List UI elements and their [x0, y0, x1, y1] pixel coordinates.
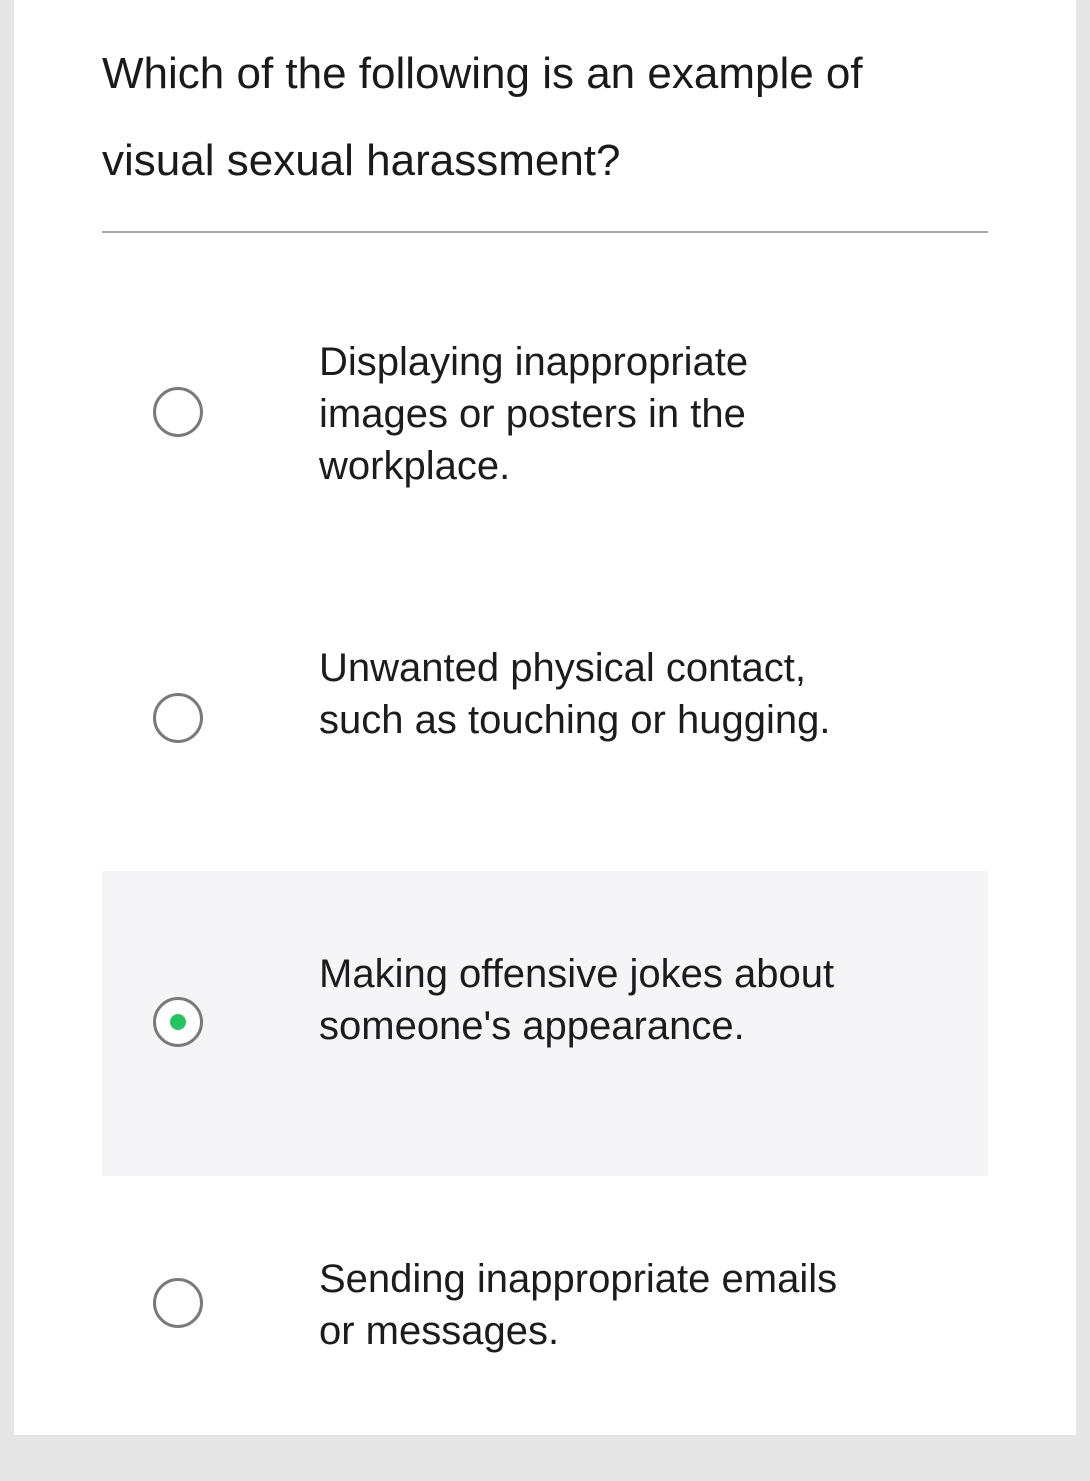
question-text: Which of the following is an example of visual sexual harassment? — [102, 49, 863, 185]
answer-option-4[interactable] — [102, 1176, 988, 1481]
divider — [102, 231, 988, 233]
answer-option-2[interactable] — [102, 567, 988, 872]
answer-option-3[interactable] — [102, 871, 988, 1176]
answer-option-3-label: Making offensive jokes about someone's appearance. — [319, 952, 835, 1048]
answer-option-2-label: Unwanted physical contact, such as touching or hugging. — [319, 646, 831, 742]
question-card — [14, 0, 1076, 1435]
radio-button-3-selected[interactable] — [153, 997, 203, 1047]
radio-button-2[interactable] — [153, 693, 203, 743]
answer-option-4-label: Sending inappropriate emails or messages. — [319, 1257, 838, 1353]
radio-button-4[interactable] — [153, 1278, 203, 1328]
answer-option-1-label: Displaying inappropriate images or posters in the workplace. — [319, 340, 749, 488]
radio-selected-dot — [170, 1014, 186, 1030]
answer-option-1[interactable] — [102, 262, 988, 567]
radio-button-1[interactable] — [153, 387, 203, 437]
